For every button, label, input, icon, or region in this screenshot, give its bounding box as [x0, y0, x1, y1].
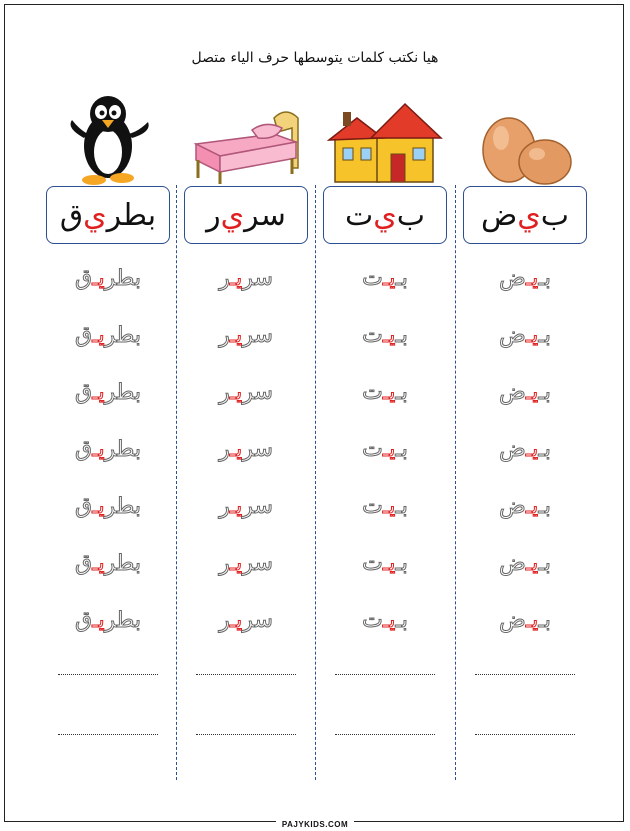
trace-row: بـ يـ ت: [362, 380, 408, 405]
trace-row: بطر يـ ق: [75, 551, 141, 576]
word-part-ya: ي: [83, 197, 107, 233]
column-divider: [455, 185, 456, 780]
trace-row: بـ يـ ض: [499, 494, 551, 519]
writing-line[interactable]: [196, 674, 296, 675]
word-part-end: ر: [206, 197, 221, 233]
trace-list: [176, 266, 316, 665]
trace-row: سر يـ ر: [219, 380, 273, 405]
trace-row: بـ يـ ض: [499, 608, 551, 633]
trace-row: بطر يـ ق: [75, 437, 141, 462]
column-divider: [176, 185, 177, 780]
word-part-end: ت: [345, 197, 374, 233]
column-bed: [176, 88, 316, 788]
trace-row: سر يـ ر: [219, 323, 273, 348]
word-part-start: سر: [244, 197, 286, 233]
penguin-icon: [48, 88, 168, 188]
trace-list: [455, 266, 595, 665]
writing-line[interactable]: [196, 734, 296, 735]
trace-row: سر يـ ر: [219, 266, 273, 291]
trace-row: بـ يـ ت: [362, 608, 408, 633]
word-part-ya: ي: [220, 197, 245, 233]
word-part-ya: ي: [517, 197, 541, 233]
trace-list: [38, 266, 178, 665]
trace-row: بـ يـ ض: [499, 551, 551, 576]
trace-row: بطر يـ ق: [75, 323, 141, 348]
column-eggs: [455, 88, 595, 788]
trace-row: سر يـ ر: [219, 437, 273, 462]
trace-row: بـ يـ ت: [362, 266, 408, 291]
trace-list: [315, 266, 455, 665]
word-part-start: ب: [540, 197, 570, 233]
word-part-start: ب: [396, 197, 425, 233]
footer: [0, 812, 630, 831]
bed-icon: [186, 88, 306, 188]
trace-row: بـ يـ ت: [362, 551, 408, 576]
trace-row: سر يـ ر: [219, 608, 273, 633]
writing-line[interactable]: [335, 734, 435, 735]
trace-row: بـ يـ ض: [499, 437, 551, 462]
writing-line[interactable]: [475, 674, 575, 675]
trace-row: بطر يـ ق: [75, 494, 141, 519]
trace-row: بـ يـ ت: [362, 437, 408, 462]
writing-line[interactable]: [335, 674, 435, 675]
word-card: [184, 186, 308, 244]
trace-row: بطر يـ ق: [75, 608, 141, 633]
word-part-end: ض: [481, 197, 518, 233]
word-card: [323, 186, 447, 244]
word-card: [46, 186, 170, 244]
word-part-start: بطر: [106, 197, 157, 233]
column-penguin: [38, 88, 178, 788]
trace-row: بطر يـ ق: [75, 380, 141, 405]
word-part-end: ق: [59, 197, 84, 233]
trace-row: سر يـ ر: [219, 494, 273, 519]
trace-row: بطر يـ ق: [75, 266, 141, 291]
word-part-ya: ي: [373, 197, 397, 233]
trace-row: بـ يـ ض: [499, 266, 551, 291]
footer-site: PAJYKIDS.COM: [276, 820, 354, 829]
trace-row: بـ يـ ت: [362, 323, 408, 348]
trace-row: سر يـ ر: [219, 551, 273, 576]
house-icon: [325, 88, 445, 188]
column-divider: [315, 185, 316, 780]
writing-line[interactable]: [58, 734, 158, 735]
trace-row: بـ يـ ت: [362, 494, 408, 519]
worksheet-title: هيا نكتب كلمات يتوسطها حرف الياء متصل: [191, 50, 439, 66]
writing-line[interactable]: [58, 674, 158, 675]
trace-row: بـ يـ ض: [499, 323, 551, 348]
word-card: [463, 186, 587, 244]
eggs-icon: [465, 88, 585, 188]
trace-row: بـ يـ ض: [499, 380, 551, 405]
column-house: [315, 88, 455, 788]
writing-line[interactable]: [475, 734, 575, 735]
